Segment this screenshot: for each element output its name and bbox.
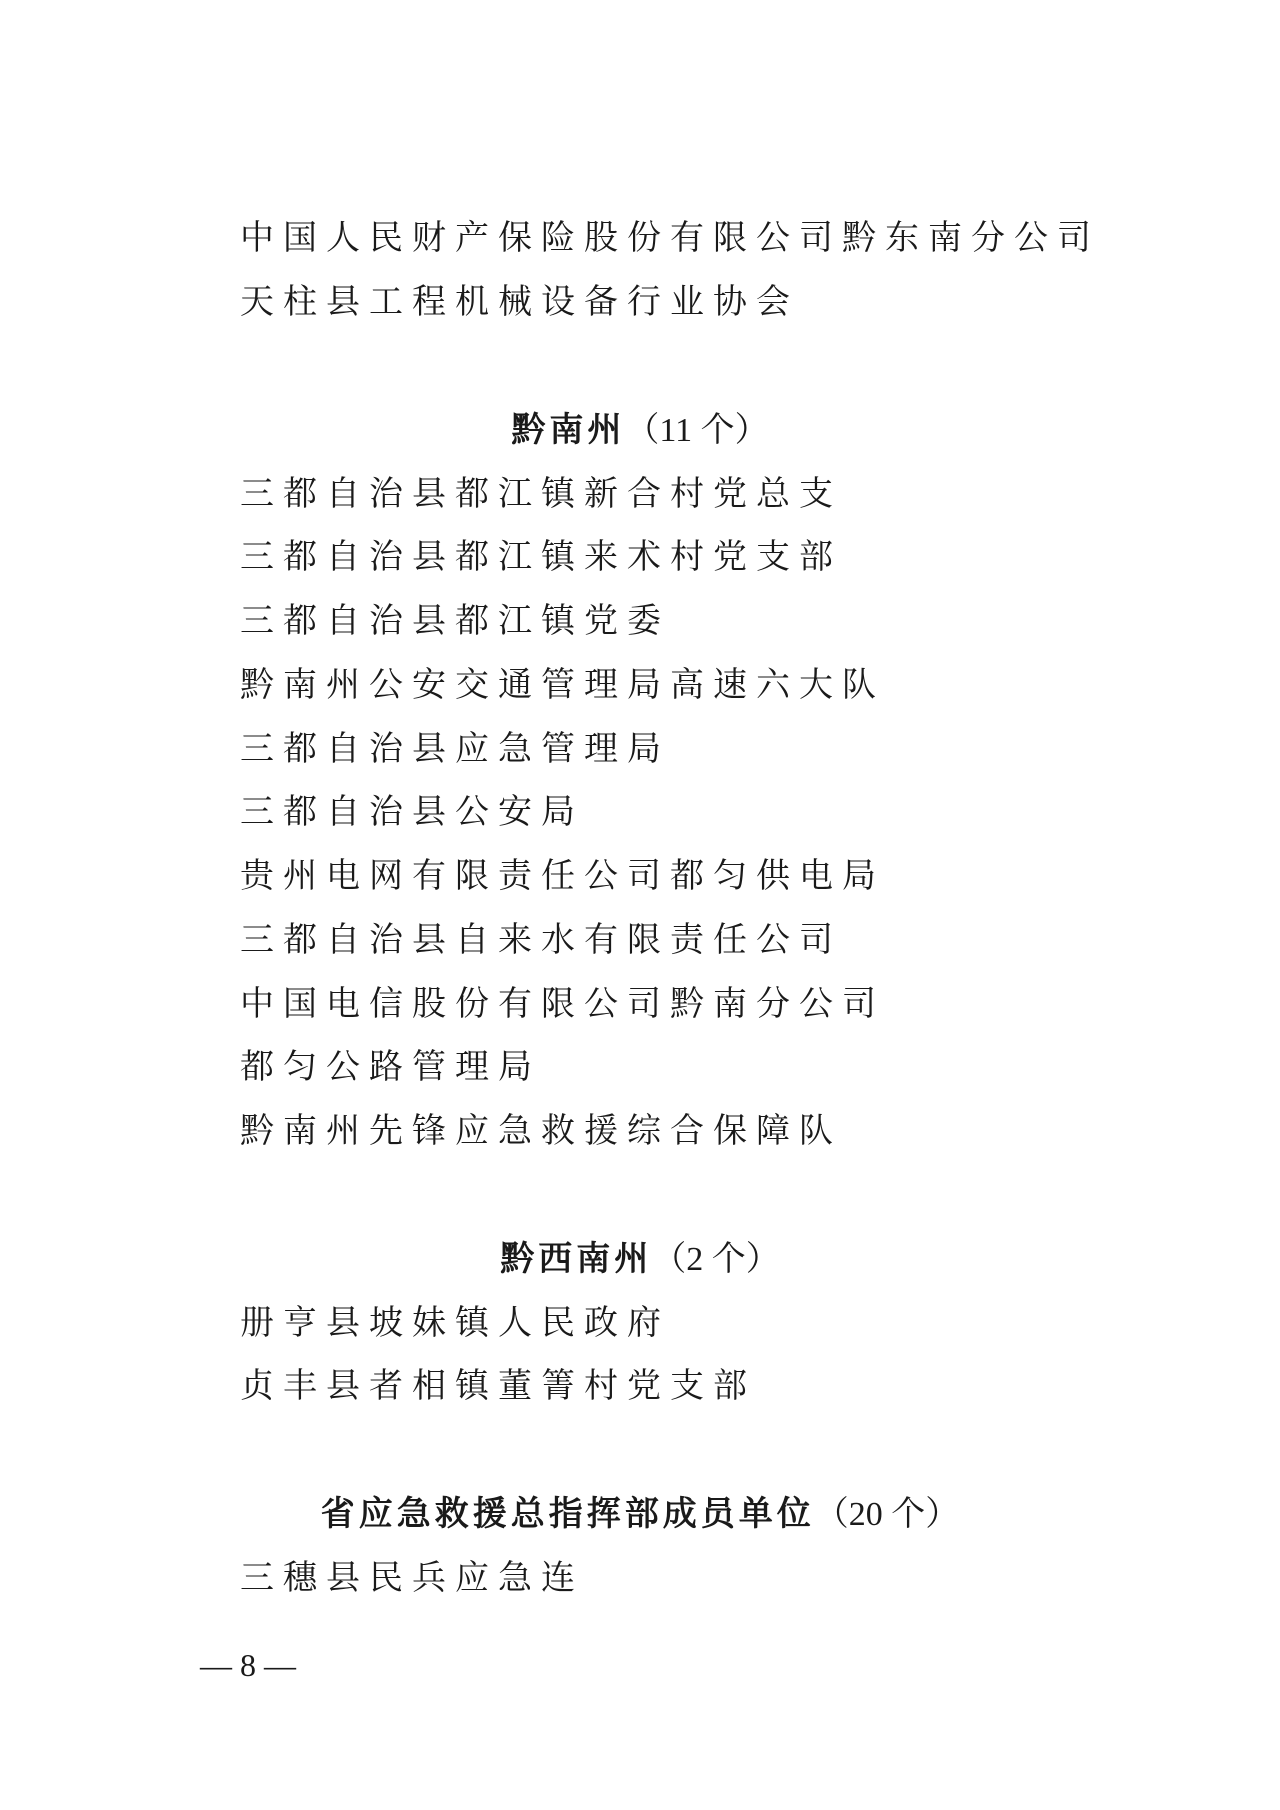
list-item: 三都自治县都江镇党委 xyxy=(240,601,670,641)
list-item: 黔南州公安交通管理局高速六大队 xyxy=(240,665,885,705)
list-item: 三都自治县公安局 xyxy=(240,792,584,832)
section-heading-provincial xyxy=(0,1494,1280,1535)
section-title: 省应急救援总指挥部成员单位 xyxy=(320,1494,815,1534)
list-item: 中国电信股份有限公司黔南分公司 xyxy=(240,984,885,1024)
list-item: 贵州电网有限责任公司都匀供电局 xyxy=(240,856,885,896)
list-item: 三穗县民兵应急连 xyxy=(240,1558,584,1598)
list-item: 都匀公路管理局 xyxy=(240,1047,541,1087)
list-item: 天柱县工程机械设备行业协会 xyxy=(240,282,799,322)
section-title: 黔西南州 xyxy=(500,1239,653,1279)
section-heading-qianxinan xyxy=(0,1239,1280,1280)
section-count: （11 个） xyxy=(625,412,769,449)
section-title: 黔南州 xyxy=(511,410,626,450)
list-item: 贞丰县者相镇董箐村党支部 xyxy=(240,1366,756,1406)
section-count: （2 个） xyxy=(652,1241,780,1278)
page-number: — 8 — xyxy=(200,1647,296,1683)
list-item: 三都自治县都江镇新合村党总支 xyxy=(240,474,842,514)
list-item: 黔南州先锋应急救援综合保障队 xyxy=(240,1111,842,1151)
list-item: 三都自治县应急管理局 xyxy=(240,729,670,769)
list-item: 三都自治县都江镇来术村党支部 xyxy=(240,537,842,577)
list-item: 册亨县坡妹镇人民政府 xyxy=(240,1303,670,1343)
section-count: （20 个） xyxy=(814,1496,960,1533)
list-item: 三都自治县自来水有限责任公司 xyxy=(240,920,842,960)
section-heading-qiannan xyxy=(0,410,1280,451)
list-item: 中国人民财产保险股份有限公司黔东南分公司 xyxy=(240,218,1100,258)
